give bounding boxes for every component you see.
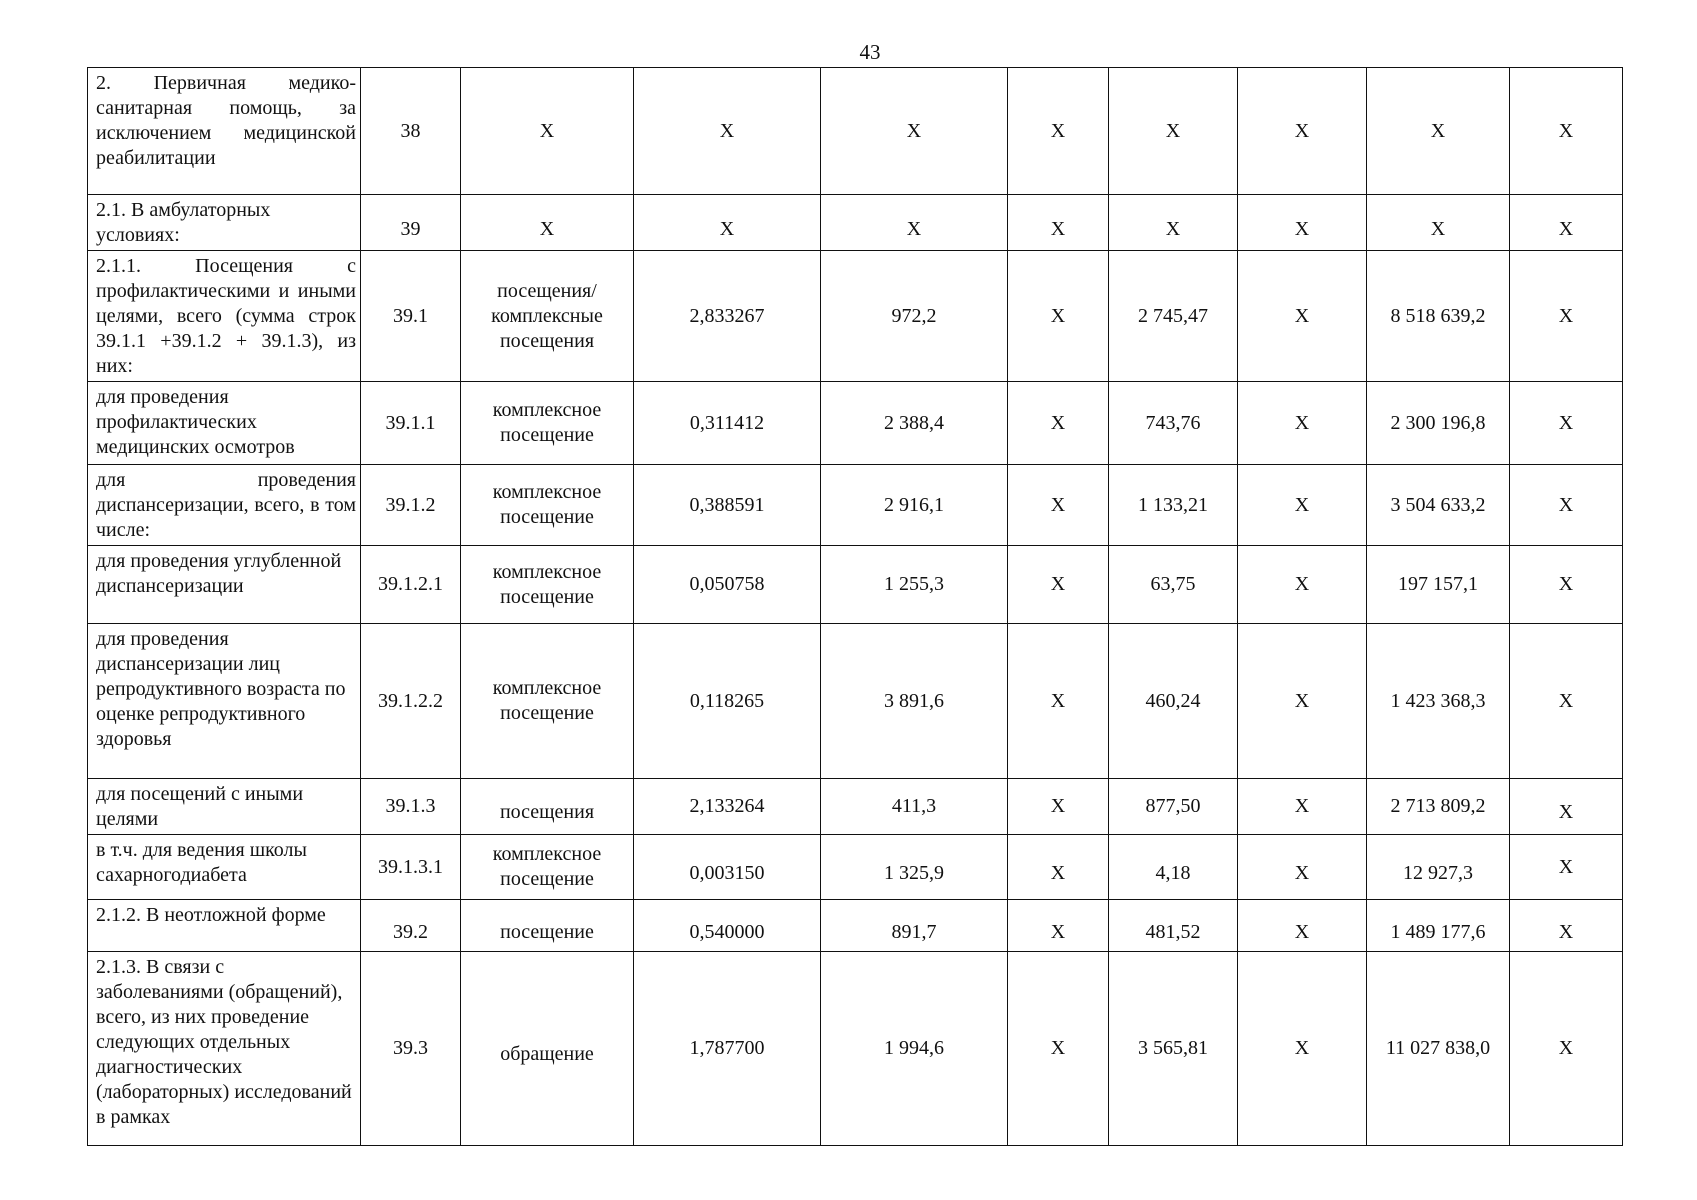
value-cell: Х [634,68,821,195]
table-row [88,465,1623,546]
row-code-cell: 39.1.2 [361,465,461,546]
value-cell: 0,540000 [634,900,821,952]
value-cell: 1 325,9 [821,835,1008,900]
row-code-cell: 38 [361,68,461,195]
row-code-cell: 39.1.3.1 [361,835,461,900]
value-cell: 481,52 [1109,900,1238,952]
table-row [88,952,1623,1146]
row-code-cell: 39.1.2.1 [361,546,461,624]
value-cell: 891,7 [821,900,1008,952]
row-name-cell: 2. Первичная медико-санитарная помощь, за исключением медицинской реабилитации [88,68,361,195]
value-cell: Х [634,195,821,251]
value-cell: Х [1510,251,1623,382]
unit-cell: комплексное посещение [461,624,634,779]
table-row [88,779,1623,835]
value-cell: Х [1008,546,1109,624]
table-row [88,195,1623,251]
value-cell: Х [1367,68,1510,195]
row-name-cell: для посещений с иными целями [88,779,361,835]
value-cell: 0,003150 [634,835,821,900]
table-row [88,900,1623,952]
row-name-cell: 2.1.1. Посещения с профилактическими и иными целями, всего (сумма строк 39.1.1 +39.1.2 + 39.1.3), из них: [88,251,361,382]
value-cell: Х [1238,900,1367,952]
row-name-cell: 2.1.2. В неотложной форме [88,900,361,952]
table-row [88,835,1623,900]
value-cell: 1 133,21 [1109,465,1238,546]
value-cell: 4,18 [1109,835,1238,900]
value-cell: 1,787700 [634,952,821,1146]
value-cell: Х [1008,68,1109,195]
value-cell: Х [1238,952,1367,1146]
value-cell: Х [1238,195,1367,251]
value-cell: Х [1238,251,1367,382]
value-cell: 3 891,6 [821,624,1008,779]
value-cell: Х [1510,779,1623,835]
value-cell: 972,2 [821,251,1008,382]
row-code-cell: 39.1 [361,251,461,382]
table-row [88,68,1623,195]
value-cell: 2,133264 [634,779,821,835]
value-cell: Х [1510,382,1623,465]
row-code-cell: 39.2 [361,900,461,952]
value-cell: Х [1238,382,1367,465]
value-cell: Х [1510,624,1623,779]
page-number: 43 [859,40,881,64]
value-cell: 411,3 [821,779,1008,835]
value-cell: Х [1238,779,1367,835]
unit-cell: Х [461,68,634,195]
value-cell: Х [1367,195,1510,251]
value-cell: Х [1008,382,1109,465]
value-cell: 0,118265 [634,624,821,779]
value-cell: Х [1238,835,1367,900]
value-cell: Х [1238,624,1367,779]
value-cell: Х [1008,779,1109,835]
value-cell: 1 489 177,6 [1367,900,1510,952]
tariff-table [87,67,1623,1146]
value-cell: Х [1008,900,1109,952]
row-code-cell: 39.1.2.2 [361,624,461,779]
value-cell: Х [1008,465,1109,546]
value-cell: 0,311412 [634,382,821,465]
value-cell: Х [1109,68,1238,195]
value-cell: 3 565,81 [1109,952,1238,1146]
value-cell: 1 255,3 [821,546,1008,624]
unit-cell: комплексное посещение [461,465,634,546]
value-cell: 2 916,1 [821,465,1008,546]
value-cell: 3 504 633,2 [1367,465,1510,546]
value-cell: Х [1008,835,1109,900]
value-cell: 2 388,4 [821,382,1008,465]
value-cell: Х [1109,195,1238,251]
table-row [88,251,1623,382]
unit-cell: комплексное посещение [461,835,634,900]
value-cell: Х [1510,68,1623,195]
unit-cell: посещение [461,900,634,952]
value-cell: 63,75 [1109,546,1238,624]
row-code-cell: 39.1.3 [361,779,461,835]
value-cell: 460,24 [1109,624,1238,779]
row-name-cell: 2.1. В амбулаторных условиях: [88,195,361,251]
value-cell: Х [821,68,1008,195]
value-cell: 12 927,3 [1367,835,1510,900]
value-cell: 2 745,47 [1109,251,1238,382]
value-cell: 8 518 639,2 [1367,251,1510,382]
table-row [88,382,1623,465]
value-cell: Х [821,195,1008,251]
value-cell: Х [1008,624,1109,779]
value-cell: Х [1008,952,1109,1146]
row-name-cell: для проведения диспансеризации, всего, в том числе: [88,465,361,546]
value-cell: 11 027 838,0 [1367,952,1510,1146]
row-name-cell: 2.1.3. В связи с заболеваниями (обращений), всего, из них проведение следующих отдельных диагностических (лабораторных) исследований в рамках [88,952,361,1146]
row-name-cell: в т.ч. для ведения школы сахарногодиабета [88,835,361,900]
table-row [88,546,1623,624]
value-cell: Х [1510,900,1623,952]
value-cell: Х [1510,952,1623,1146]
unit-cell: посещения [461,779,634,835]
value-cell: Х [1238,465,1367,546]
value-cell: 1 994,6 [821,952,1008,1146]
row-name-cell: для проведения углубленной диспансеризации [88,546,361,624]
row-code-cell: 39.3 [361,952,461,1146]
value-cell: Х [1510,195,1623,251]
value-cell: Х [1008,195,1109,251]
row-code-cell: 39.1.1 [361,382,461,465]
value-cell: Х [1008,251,1109,382]
value-cell: 2 713 809,2 [1367,779,1510,835]
row-name-cell: для проведения профилактических медицинских осмотров [88,382,361,465]
value-cell: 743,76 [1109,382,1238,465]
value-cell: Х [1510,465,1623,546]
unit-cell: Х [461,195,634,251]
value-cell: Х [1238,546,1367,624]
row-name-cell: для проведения диспансеризации лиц репродуктивного возраста по оценке репродуктивного здоровья [88,624,361,779]
value-cell: Х [1238,68,1367,195]
value-cell: 877,50 [1109,779,1238,835]
value-cell: 0,050758 [634,546,821,624]
unit-cell: обращение [461,952,634,1146]
unit-cell: посещения/ комплексные посещения [461,251,634,382]
value-cell: 2,833267 [634,251,821,382]
value-cell: 1 423 368,3 [1367,624,1510,779]
value-cell: 197 157,1 [1367,546,1510,624]
row-code-cell: 39 [361,195,461,251]
value-cell: 0,388591 [634,465,821,546]
table-row [88,624,1623,779]
unit-cell: комплексное посещение [461,546,634,624]
value-cell: 2 300 196,8 [1367,382,1510,465]
value-cell: Х [1510,835,1623,900]
value-cell: Х [1510,546,1623,624]
unit-cell: комплексное посещение [461,382,634,465]
